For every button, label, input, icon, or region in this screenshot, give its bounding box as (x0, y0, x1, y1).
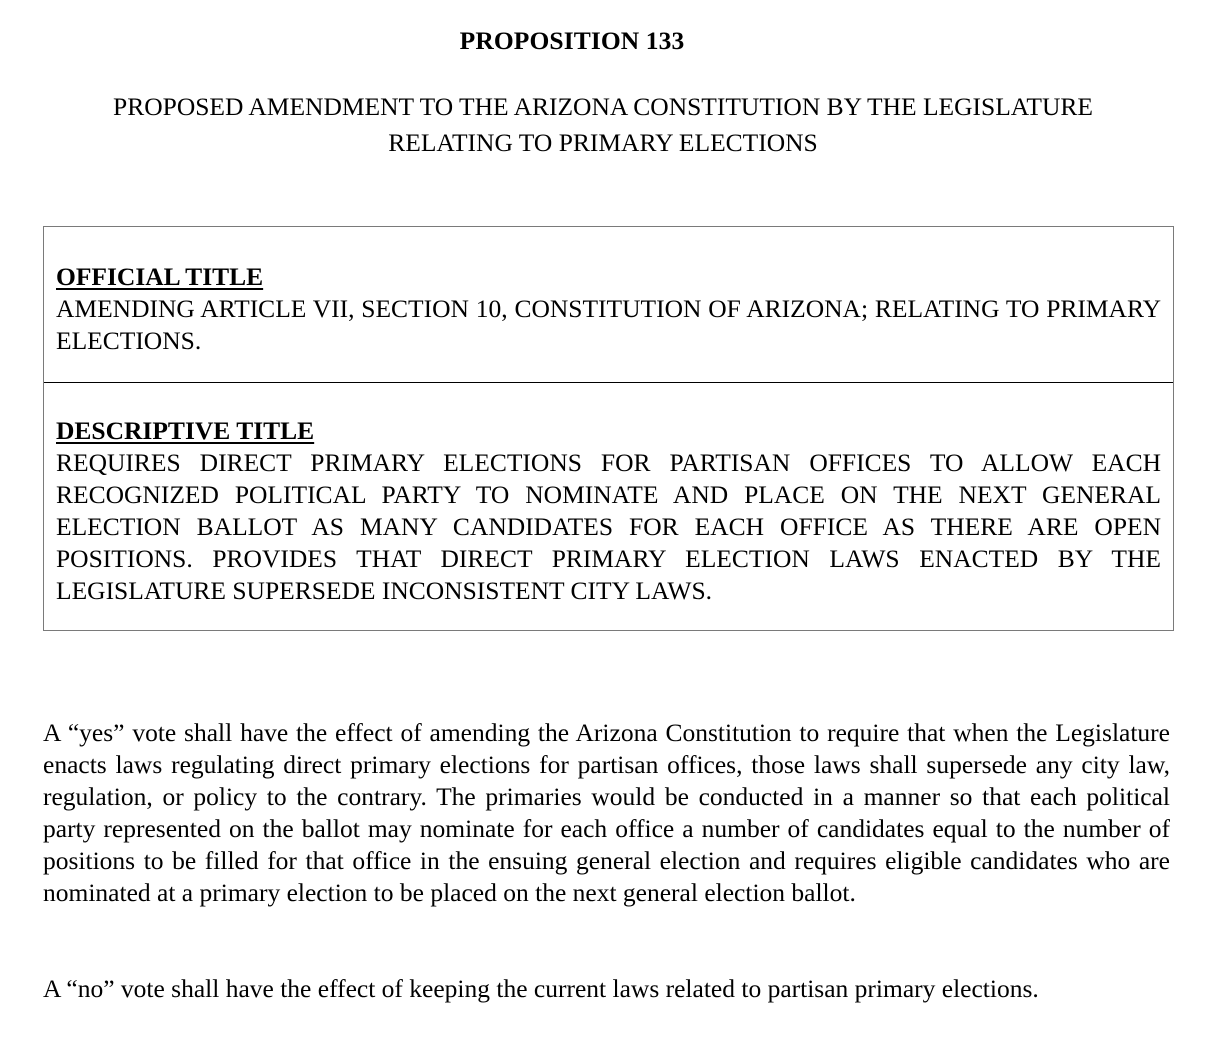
subtitle-line-1: PROPOSED AMENDMENT TO THE ARIZONA CONSTITUTION BY THE LEGISLATURE (113, 92, 1093, 121)
official-title-text: AMENDING ARTICLE VII, SECTION 10, CONSTITUTION OF ARIZONA; RELATING TO PRIMARY ELECTIONS. (56, 294, 1161, 355)
titles-box (43, 226, 1174, 631)
no-vote-paragraph: A “no” vote shall have the effect of keeping the current laws related to partisan primary elections. (43, 974, 1039, 1003)
yes-vote-paragraph: A “yes” vote shall have the effect of amending the Arizona Constitution to require that when the Legislature enacts laws regulating direct primary elections for partisan offices, those laws shall supersede any city law, regulation, or policy to the contrary. The primaries would be conducted in a manner so that each political party represented on the ballot may nominate for each office a number of candidates equal to the number of positions to be filled for that office in the ensuing general election and requires eligible candidates who are nominated at a primary election to be placed on the next general election ballot. (43, 718, 1170, 907)
descriptive-title-text: REQUIRES DIRECT PRIMARY ELECTIONS FOR PARTISAN OFFICES TO ALLOW EACH RECOGNIZED POLITICAL PARTY TO NOMINATE AND PLACE ON THE NEXT GENERAL ELECTION BALLOT AS MANY CANDIDATES FOR EACH OFFICE AS THERE ARE OPEN POSITIONS. PROVIDES THAT DIRECT PRIMARY ELECTION LAWS ENACTED BY THE LEGISLATURE SUPERSEDE INCONSISTENT CITY LAWS. (56, 448, 1161, 605)
official-title-heading: OFFICIAL TITLE (56, 262, 264, 291)
proposition-number: PROPOSITION 133 (459, 26, 685, 55)
official-title-section (44, 227, 1173, 383)
descriptive-title-section (44, 383, 1173, 630)
descriptive-title-heading: DESCRIPTIVE TITLE (56, 416, 315, 445)
subtitle-line-2: RELATING TO PRIMARY ELECTIONS (388, 128, 818, 157)
proposition-subtitle (43, 89, 1163, 161)
